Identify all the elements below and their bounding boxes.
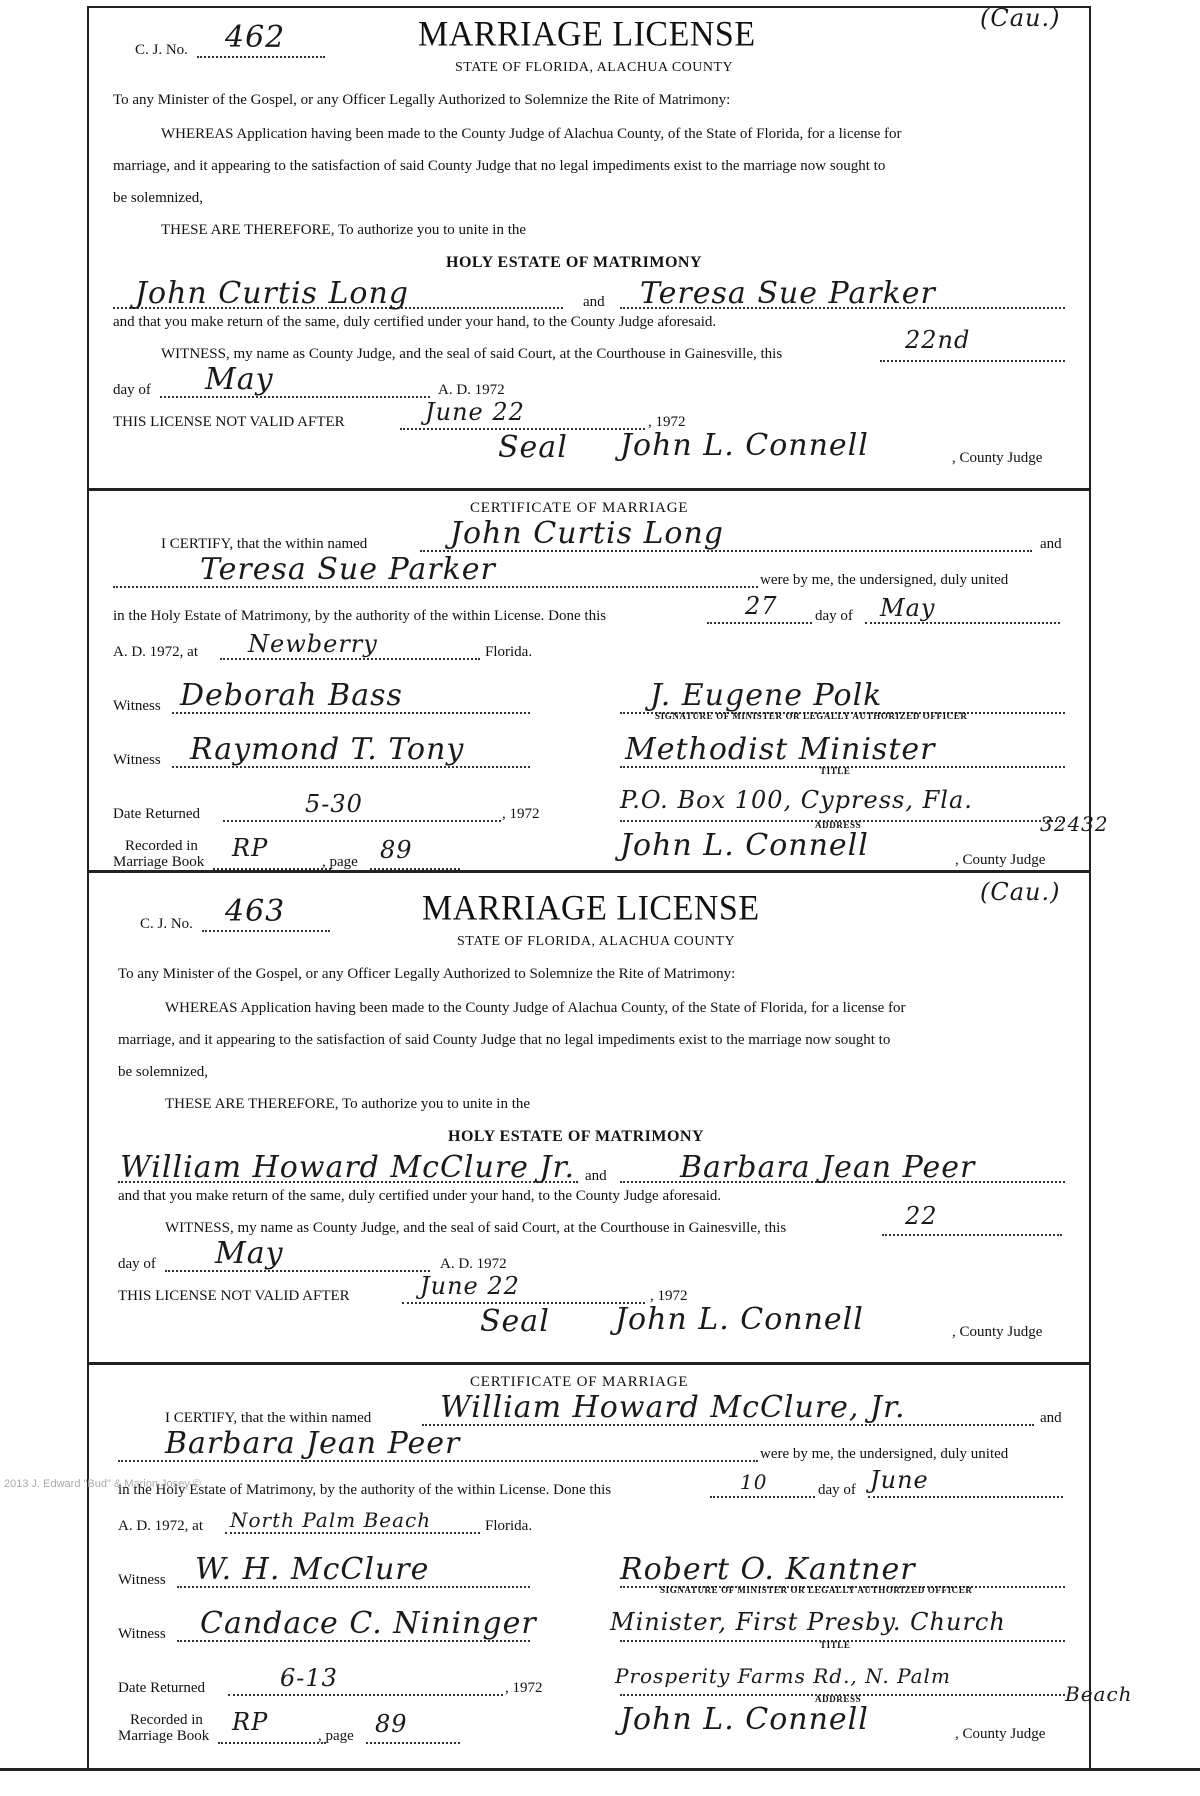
groom-name: John Curtis Long — [135, 276, 409, 311]
officer-zip: Beach — [1065, 1682, 1133, 1706]
copyright-watermark: 2013 J. Edward "Bud" & Marion Josey © — [4, 1478, 201, 1490]
marriage-book-label: Marriage Book — [113, 854, 205, 870]
recorded-label: Recorded in — [130, 1712, 203, 1728]
cert-and-word: and — [1040, 536, 1062, 552]
and-word: and — [583, 294, 605, 310]
cj-number: 462 — [225, 20, 286, 55]
witness-2-signature: Candace C. Nininger — [200, 1606, 537, 1641]
date-returned: 5-30 — [305, 790, 363, 818]
license-divider — [87, 870, 1089, 873]
seal-signature: Seal — [480, 1304, 550, 1339]
ad-year: A. D. 1972 — [440, 1256, 507, 1272]
recorded-label: Recorded in — [125, 838, 198, 854]
witness-1-label: Witness — [113, 698, 161, 714]
therefore-line: THESE ARE THEREFORE, To authorize you to unite in the — [161, 222, 527, 238]
not-valid-year: , 1972 — [648, 414, 686, 430]
license-title: MARRIAGE LICENSE — [422, 889, 760, 928]
witness-2-signature: Raymond T. Tony — [190, 732, 465, 767]
marriage-book: RP — [232, 834, 269, 862]
page-number: 89 — [375, 1710, 408, 1738]
certify-label: I CERTIFY, that the within named — [161, 536, 368, 552]
cert-groom-name: William Howard McClure, Jr. — [440, 1390, 906, 1425]
united-label: were by me, the undersigned, duly united — [760, 572, 1009, 588]
witness-2-label: Witness — [113, 752, 161, 768]
day-of-label: day of — [113, 382, 151, 398]
judge-signature: John L. Connell — [620, 428, 869, 463]
holy-estate-heading: HOLY ESTATE OF MATRIMONY — [448, 1128, 705, 1145]
holy-estate-line: in the Holy Estate of Matrimony, by the authority of the within License. Done this — [118, 1482, 612, 1498]
whereas-line-1: WHEREAS Application having been made to the County Judge of Alachua County, of the State of Florida, for a license for — [161, 126, 902, 142]
marriage-place: North Palm Beach — [230, 1508, 432, 1532]
return-line: and that you make return of the same, duly certified under your hand, to the County Judge aforesaid. — [118, 1188, 722, 1204]
and-word: and — [585, 1168, 607, 1184]
whereas-line-2: marriage, and it appearing to the satisfaction of said County Judge that no legal impediments exist to the marriage now sought to — [113, 158, 886, 174]
done-day: 27 — [745, 592, 778, 620]
seal-signature: Seal — [498, 430, 568, 465]
recorder-signature: John L. Connell — [620, 828, 869, 863]
section-divider — [87, 1362, 1089, 1365]
license-month: May — [205, 362, 274, 397]
date-returned-label: Date Returned — [118, 1680, 206, 1696]
therefore-line: THESE ARE THEREFORE, To authorize you to unite in the — [165, 1096, 531, 1112]
signature-caption: SIGNATURE OF MINISTER OR LEGALLY AUTHORIZED OFFICER — [655, 711, 968, 721]
florida-label: Florida. — [485, 644, 533, 660]
certificate-title: CERTIFICATE OF MARRIAGE — [470, 500, 689, 516]
recorder-title: , County Judge — [955, 852, 1046, 868]
whereas-line-2: marriage, and it appearing to the satisfaction of said County Judge that no legal impediments exist to the marriage now sought to — [118, 1032, 891, 1048]
holy-estate-heading: HOLY ESTATE OF MATRIMONY — [446, 254, 703, 271]
section-divider — [87, 488, 1089, 491]
officer-signature: Robert O. Kantner — [620, 1552, 916, 1587]
florida-label: Florida. — [485, 1518, 533, 1534]
done-month: June — [870, 1466, 929, 1494]
corner-note: (Cau.) — [980, 878, 1061, 906]
bride-name: Teresa Sue Parker — [640, 276, 936, 311]
officer-title: Methodist Minister — [625, 732, 936, 767]
page-bottom-line — [0, 1768, 1200, 1771]
cj-label: C. J. No. — [140, 916, 193, 932]
address-line: To any Minister of the Gospel, or any Officer Legally Authorized to Solemnize the Rite of Matrimony: — [113, 92, 731, 108]
done-month: May — [880, 594, 936, 622]
address-caption: ADDRESS — [815, 820, 862, 830]
whereas-line-3: be solemnized, — [113, 190, 203, 206]
title-caption: TITLE — [820, 1640, 851, 1650]
bride-name: Barbara Jean Peer — [680, 1150, 976, 1185]
officer-title: Minister, First Presby. Church — [610, 1608, 1006, 1636]
date-returned: 6-13 — [280, 1664, 338, 1692]
witness-2-label: Witness — [118, 1626, 166, 1642]
address-caption: ADDRESS — [815, 1694, 862, 1704]
license-title: MARRIAGE LICENSE — [418, 15, 756, 54]
ad-year: A. D. 1972 — [438, 382, 505, 398]
title-caption: TITLE — [820, 766, 851, 776]
ad-at-label: A. D. 1972, at — [118, 1518, 203, 1534]
groom-name: William Howard McClure Jr. — [120, 1150, 576, 1185]
judge-signature: John L. Connell — [615, 1302, 864, 1337]
county-judge-label: , County Judge — [952, 1324, 1043, 1340]
address-line: To any Minister of the Gospel, or any Officer Legally Authorized to Solemnize the Rite of Matrimony: — [118, 966, 736, 982]
license-month: May — [215, 1236, 284, 1271]
marriage-book: RP — [232, 1708, 269, 1736]
holy-estate-line: in the Holy Estate of Matrimony, by the authority of the within License. Done this — [113, 608, 607, 624]
recorder-title: , County Judge — [955, 1726, 1046, 1742]
license-subtitle: STATE OF FLORIDA, ALACHUA COUNTY — [457, 934, 736, 949]
done-day-of: day of — [818, 1482, 856, 1498]
witness-line: WITNESS, my name as County Judge, and the seal of said Court, at the Courthouse in Gainesville, this — [165, 1220, 787, 1236]
date-returned-label: Date Returned — [113, 806, 201, 822]
officer-address: Prosperity Farms Rd., N. Palm — [615, 1664, 951, 1688]
whereas-line-1: WHEREAS Application having been made to the County Judge of Alachua County, of the State of Florida, for a license for — [165, 1000, 906, 1016]
marriage-book-label: Marriage Book — [118, 1728, 210, 1744]
cert-groom-name: John Curtis Long — [450, 516, 724, 551]
certify-label: I CERTIFY, that the within named — [165, 1410, 372, 1426]
not-valid-label: THIS LICENSE NOT VALID AFTER — [118, 1288, 350, 1304]
corner-note: (Cau.) — [980, 4, 1061, 32]
ad-at-label: A. D. 1972, at — [113, 644, 198, 660]
united-label: were by me, the undersigned, duly united — [760, 1446, 1009, 1462]
cj-label: C. J. No. — [135, 42, 188, 58]
county-judge-label: , County Judge — [952, 450, 1043, 466]
page-label: , page — [318, 1728, 354, 1744]
day-of-label: day of — [118, 1256, 156, 1272]
cert-bride-name: Barbara Jean Peer — [165, 1426, 461, 1461]
not-valid-label: THIS LICENSE NOT VALID AFTER — [113, 414, 345, 430]
not-valid-date: June 22 — [425, 398, 525, 426]
officer-zip: 32432 — [1040, 812, 1109, 836]
officer-signature: J. Eugene Polk — [650, 678, 883, 713]
witness-line: WITNESS, my name as County Judge, and the seal of said Court, at the Courthouse in Gainesville, this — [161, 346, 783, 362]
cert-and-word: and — [1040, 1410, 1062, 1426]
date-returned-year: , 1972 — [505, 1680, 543, 1696]
license-day: 22 — [905, 1202, 938, 1230]
signature-caption: SIGNATURE OF MINISTER OR LEGALLY AUTHORIZED OFFICER — [660, 1585, 973, 1595]
done-day-of: day of — [815, 608, 853, 624]
not-valid-year: , 1972 — [650, 1288, 688, 1304]
license-subtitle: STATE OF FLORIDA, ALACHUA COUNTY — [455, 60, 734, 75]
done-day: 10 — [740, 1470, 768, 1494]
return-line: and that you make return of the same, duly certified under your hand, to the County Judge aforesaid. — [113, 314, 717, 330]
license-day: 22nd — [905, 326, 971, 354]
officer-address: P.O. Box 100, Cypress, Fla. — [620, 786, 973, 814]
witness-1-signature: W. H. McClure — [195, 1552, 430, 1587]
page-number: 89 — [380, 836, 413, 864]
marriage-place: Newberry — [248, 630, 378, 658]
whereas-line-3: be solemnized, — [118, 1064, 208, 1080]
certificate-title: CERTIFICATE OF MARRIAGE — [470, 1374, 689, 1390]
cj-number: 463 — [225, 894, 286, 929]
witness-1-label: Witness — [118, 1572, 166, 1588]
date-returned-year: , 1972 — [502, 806, 540, 822]
witness-1-signature: Deborah Bass — [180, 678, 403, 713]
recorder-signature: John L. Connell — [620, 1702, 869, 1737]
not-valid-date: June 22 — [420, 1272, 520, 1300]
page-label: , page — [322, 854, 358, 870]
cert-bride-name: Teresa Sue Parker — [200, 552, 496, 587]
